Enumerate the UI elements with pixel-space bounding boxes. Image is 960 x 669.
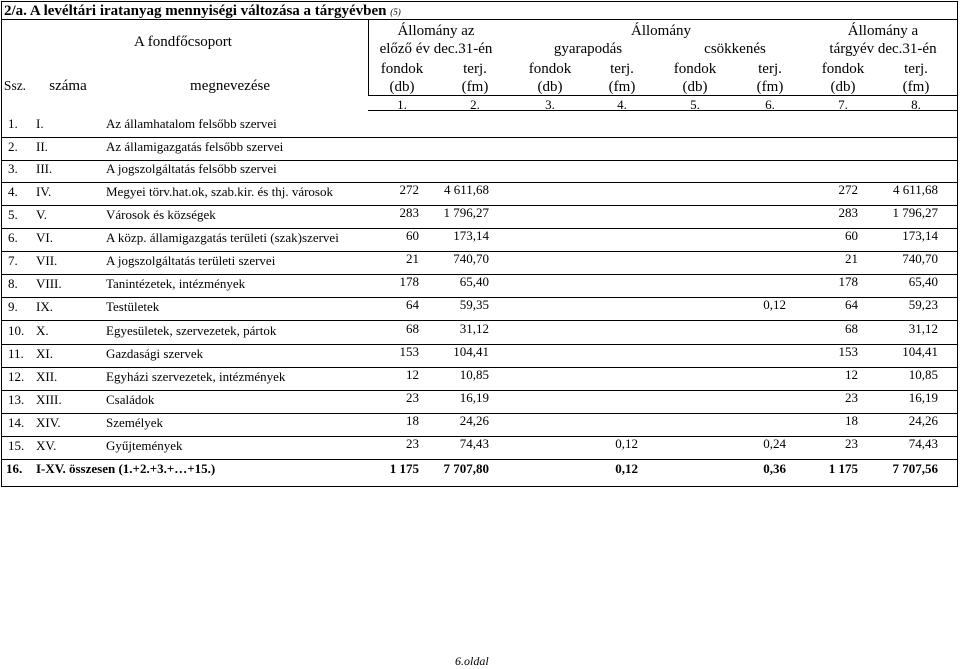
row-value: 59,23 — [908, 297, 938, 312]
header-terj-unit: (fm) — [902, 79, 930, 95]
row-value: 272 — [838, 182, 858, 197]
row-ssz: 4. — [8, 184, 18, 199]
row-value: 12 — [845, 367, 858, 382]
row-name: Egyesületek, szervezetek, pártok — [106, 323, 277, 338]
row-roman: I. — [36, 116, 44, 131]
row-value: 23 — [845, 436, 858, 451]
row-value: 18 — [845, 413, 858, 428]
total-value: 7 707,56 — [892, 461, 938, 476]
row-value: 74,43 — [459, 436, 489, 451]
row-value: 23 — [845, 390, 858, 405]
header-terj: terj. — [758, 61, 782, 77]
header-fondok: fondok — [673, 61, 717, 77]
row-value: 31,12 — [459, 321, 489, 336]
row-value: 21 — [406, 251, 419, 266]
row-value: 178 — [399, 274, 419, 289]
row-value: 23 — [406, 436, 419, 451]
col-number-rule-bottom — [368, 110, 958, 111]
row-value: 10,85 — [908, 367, 938, 382]
header-gyarapodas: gyarapodás — [553, 41, 623, 57]
row-value: 4 611,68 — [892, 182, 938, 197]
header-col-number: 7. — [838, 97, 848, 112]
row-roman: V. — [36, 207, 47, 222]
header-terj: terj. — [463, 61, 487, 77]
total-value: 1 175 — [828, 461, 858, 476]
header-allomany: Állomány — [631, 23, 691, 39]
row-roman: IX. — [36, 299, 53, 314]
page-title: 2/a. A levéltári iratanyag mennyiségi változása a tárgyévben (5) — [4, 3, 401, 19]
header-fondok-unit: (db) — [537, 79, 563, 95]
header-top-rule — [1, 19, 958, 20]
header-fondok-unit: (db) — [830, 79, 856, 95]
row-ssz: 3. — [8, 161, 18, 176]
total-value: 0,12 — [615, 461, 638, 476]
row-name: Tanintézetek, intézmények — [106, 276, 246, 291]
row-roman: XV. — [36, 438, 57, 453]
total-value: 1 175 — [389, 461, 419, 476]
row-value: 65,40 — [908, 274, 938, 289]
row-value: 272 — [399, 182, 419, 197]
header-col-number: 4. — [617, 97, 627, 112]
row-roman: XI. — [36, 346, 53, 361]
row-name: A jogszolgáltatás területi szervei — [106, 253, 276, 268]
header-col-number: 3. — [545, 97, 555, 112]
row-ssz: 11. — [8, 346, 24, 361]
header-col-number: 2. — [470, 97, 480, 112]
row-name: Az államhatalom felsőbb szervei — [106, 116, 277, 131]
row-value: 173,14 — [902, 228, 938, 243]
page-number: 6.oldal — [455, 654, 489, 668]
row-name: A jogszolgáltatás felsőbb szervei — [106, 161, 277, 176]
row-name: Egyházi szervezetek, intézmények — [106, 369, 286, 384]
header-fondok-unit: (db) — [389, 79, 415, 95]
row-roman: II. — [36, 139, 48, 154]
total-ssz: 16. — [6, 461, 23, 476]
header-divider — [368, 19, 369, 95]
header-target-line1: Állomány a — [847, 23, 919, 39]
header-fondok: fondok — [380, 61, 424, 77]
row-value: 64 — [845, 297, 858, 312]
row-roman: IV. — [36, 184, 52, 199]
total-label: I-XV. összesen (1.+2.+3.+…+15.) — [36, 461, 216, 476]
row-roman: XIV. — [36, 415, 61, 430]
row-value: 153 — [399, 344, 419, 359]
row-value: 283 — [399, 205, 419, 220]
row-name: A közp. államigazgatás területi (szak)szervei — [106, 230, 339, 245]
row-ssz: 13. — [8, 392, 25, 407]
header-megnevezese: megnevezése — [190, 78, 270, 94]
row-value: 60 — [406, 228, 419, 243]
row-ssz: 6. — [8, 230, 18, 245]
row-value: 283 — [838, 205, 858, 220]
header-main-group: A fondfőcsoport — [134, 34, 232, 50]
row-roman: XIII. — [36, 392, 62, 407]
row-ssz: 14. — [8, 415, 25, 430]
row-value: 0,12 — [763, 297, 786, 312]
row-value: 74,43 — [908, 436, 938, 451]
header-col-number: 1. — [397, 97, 407, 112]
row-roman: VI. — [36, 230, 53, 245]
row-value: 0,12 — [615, 436, 638, 451]
header-terj: terj. — [904, 61, 928, 77]
header-fondok: fondok — [821, 61, 865, 77]
row-value: 1 796,27 — [443, 205, 489, 220]
row-value: 23 — [406, 390, 419, 405]
header-fondok: fondok — [528, 61, 572, 77]
row-value: 104,41 — [902, 344, 938, 359]
row-roman: X. — [36, 323, 49, 338]
row-value: 178 — [838, 274, 858, 289]
total-value: 7 707,80 — [443, 461, 489, 476]
row-value: 59,35 — [459, 297, 489, 312]
row-value: 24,26 — [459, 413, 489, 428]
row-ssz: 2. — [8, 139, 18, 154]
row-value: 10,85 — [459, 367, 489, 382]
row-name: Személyek — [106, 415, 164, 430]
header-szama: száma — [49, 78, 87, 94]
total-value: 0,36 — [763, 461, 786, 476]
row-roman: VIII. — [36, 276, 62, 291]
header-terj-unit: (fm) — [608, 79, 636, 95]
row-name: Gazdasági szervek — [106, 346, 204, 361]
row-value: 153 — [838, 344, 858, 359]
row-name: Testületek — [106, 299, 160, 314]
row-value: 16,19 — [908, 390, 938, 405]
row-value: 31,12 — [908, 321, 938, 336]
header-ssz: Ssz. — [3, 78, 27, 93]
row-ssz: 1. — [8, 116, 18, 131]
row-roman: III. — [36, 161, 53, 176]
row-ssz: 10. — [8, 323, 25, 338]
col-number-rule-top — [368, 95, 958, 96]
row-value: 740,70 — [902, 251, 938, 266]
header-col-number: 5. — [690, 97, 700, 112]
row-value: 68 — [406, 321, 419, 336]
row-ssz: 12. — [8, 369, 25, 384]
row-value: 18 — [406, 413, 419, 428]
row-value: 1 796,27 — [892, 205, 938, 220]
header-target-line2: tárgyév dec.31-én — [829, 41, 937, 57]
header-prev-line2: előző év dec.31-én — [379, 41, 493, 57]
row-value: 16,19 — [459, 390, 489, 405]
row-rule — [1, 137, 958, 138]
row-roman: VII. — [36, 253, 58, 268]
row-ssz: 9. — [8, 299, 18, 314]
header-col-number: 8. — [911, 97, 921, 112]
header-csokkenes: csökkenés — [704, 41, 766, 57]
row-value: 104,41 — [453, 344, 489, 359]
header-terj-unit: (fm) — [461, 79, 489, 95]
row-value: 740,70 — [453, 251, 489, 266]
row-value: 21 — [845, 251, 858, 266]
header-col-number: 6. — [765, 97, 775, 112]
header-terj: terj. — [610, 61, 634, 77]
row-ssz: 8. — [8, 276, 18, 291]
row-value: 173,14 — [453, 228, 489, 243]
row-ssz: 15. — [8, 438, 25, 453]
row-ssz: 5. — [8, 207, 18, 222]
header-fondok-unit: (db) — [682, 79, 708, 95]
row-value: 68 — [845, 321, 858, 336]
row-value: 60 — [845, 228, 858, 243]
header-prev-line1: Állomány az — [397, 23, 475, 39]
header-terj-unit: (fm) — [756, 79, 784, 95]
row-value: 0,24 — [763, 436, 786, 451]
row-value: 24,26 — [908, 413, 938, 428]
row-name: Városok és községek — [106, 207, 216, 222]
row-value: 65,40 — [459, 274, 489, 289]
row-value: 4 611,68 — [443, 182, 489, 197]
row-name: Családok — [106, 392, 155, 407]
row-rule — [1, 459, 958, 460]
row-value: 64 — [406, 297, 419, 312]
row-value: 12 — [406, 367, 419, 382]
row-name: Gyűjtemények — [106, 438, 183, 453]
row-name: Az államigazgatás felsőbb szervei — [106, 139, 284, 154]
row-ssz: 7. — [8, 253, 18, 268]
row-roman: XII. — [36, 369, 58, 384]
row-name: Megyei törv.hat.ok, szab.kir. és thj. városok — [106, 184, 333, 199]
